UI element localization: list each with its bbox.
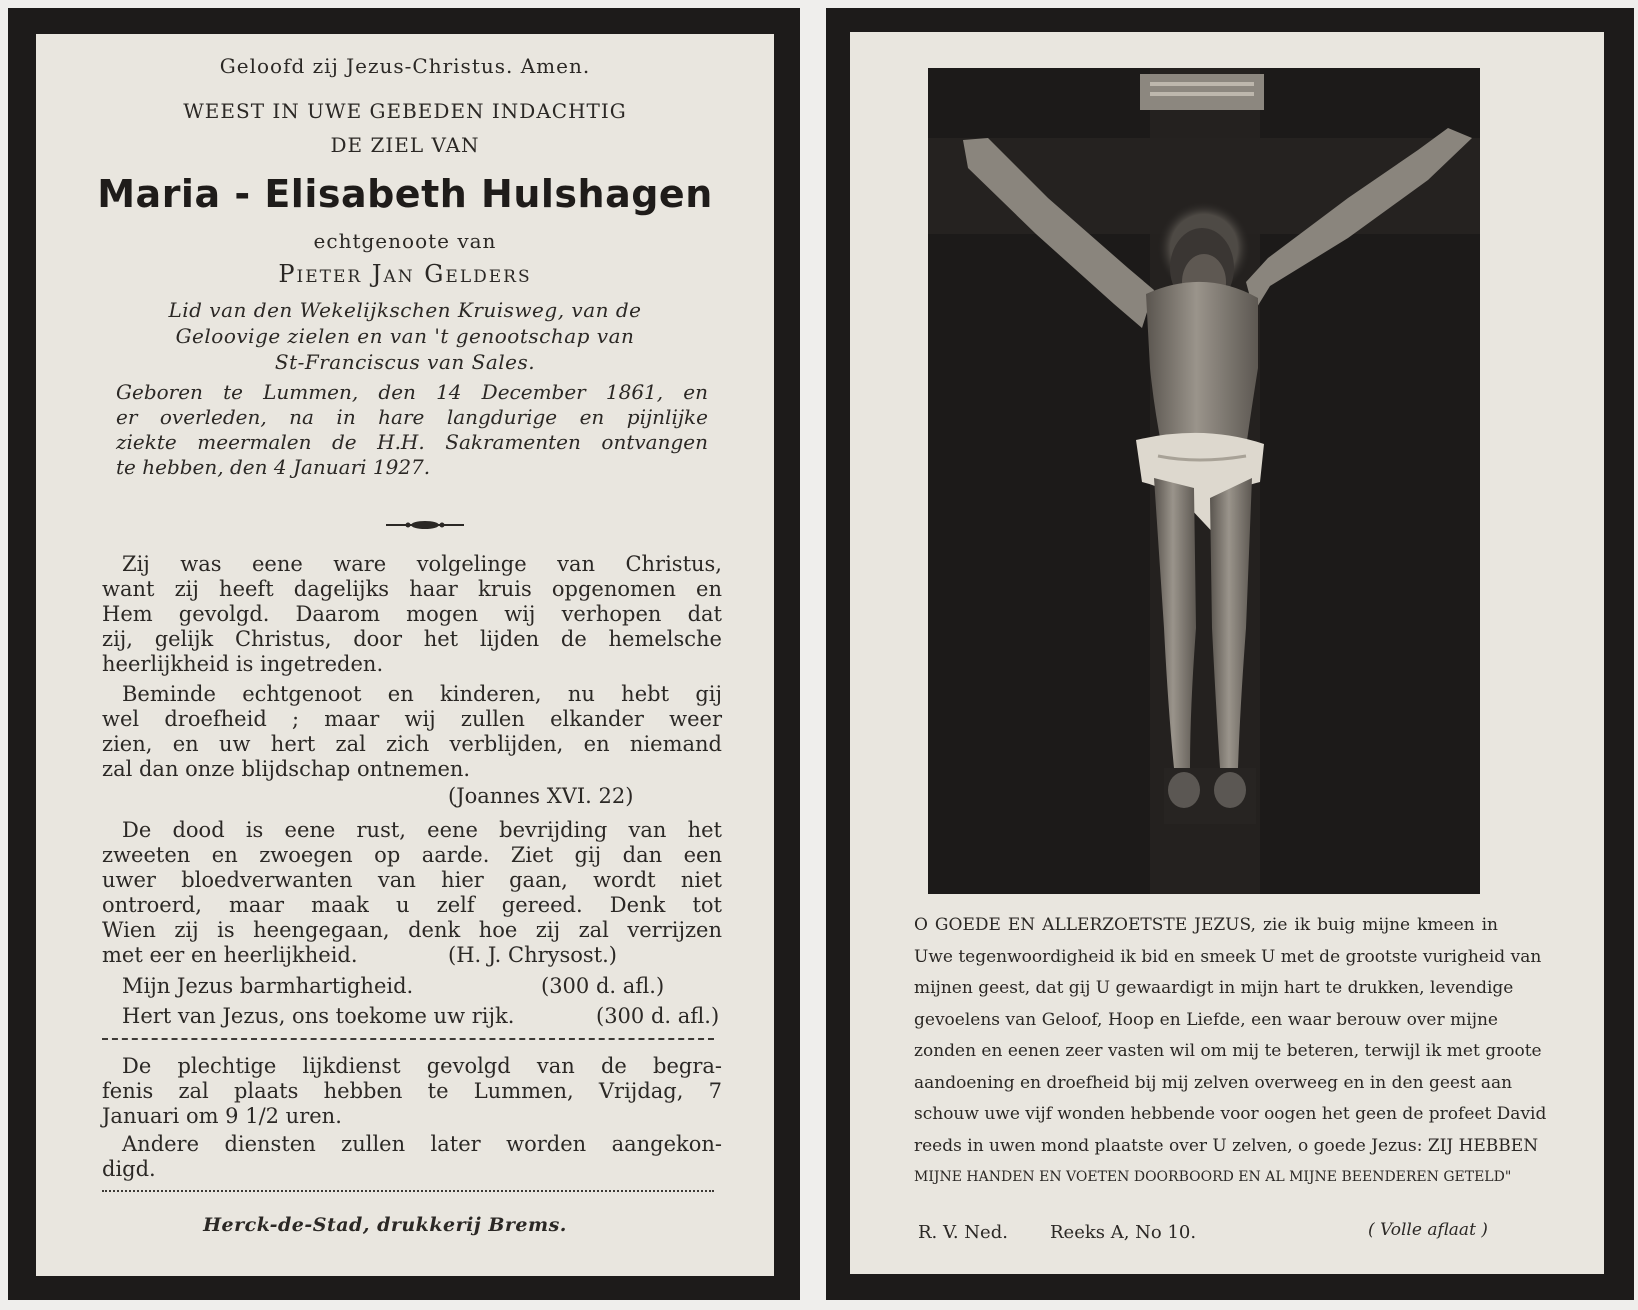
opening-line: Geloofd zij Jezus-Christus. Amen.	[219, 54, 591, 78]
prayer-line: Uwe tegenwoordigheid ik bid en smeek U met de grootste vurigheid van	[914, 946, 1542, 967]
prayer-line: zonden en eenen zeer vasten wil om mij te beteren, terwijl ik met groote	[914, 1041, 1542, 1061]
crucifix-illustration	[928, 68, 1480, 894]
card-paper	[850, 32, 1604, 1274]
short-prayer-2-indulgence: (300 d. afl.)	[596, 1004, 720, 1028]
paragraph-line: De dood is eene rust, eene bevrijding van het	[122, 818, 722, 842]
paragraph-line: Wien zij is heengegaan, denk hoe zij zal verrijzen	[102, 918, 722, 942]
crucifix-image	[928, 68, 1480, 894]
citation-joannes: (Joannes XVI. 22)	[448, 784, 634, 808]
header-line-2: DE ZIEL VAN	[330, 133, 480, 157]
paragraph-line: Zij was eene ware volgelinge van Christus,	[122, 552, 722, 576]
paragraph-line: zien, en uw hert zal zich verblijden, en niemand	[102, 732, 722, 756]
paragraph-line: Andere diensten zullen later worden aangekon-	[122, 1132, 722, 1156]
paragraph-line: zij, gelijk Christus, door het lijden de hemelsche	[102, 627, 722, 651]
paragraph-line: heerlijkheid is ingetreden.	[102, 652, 384, 676]
prayer-line: reeds in uwen mond plaatste over U zelven, o goede Jezus: ZIJ HEBBEN	[914, 1135, 1539, 1156]
prayer-line: gevoelens van Geloof, Hoop en Liefde, een waar berouw over mijne	[914, 1009, 1498, 1030]
memorial-card-text-side	[8, 8, 800, 1300]
printer-imprint: Herck-de-Stad, drukkerij Brems.	[203, 1214, 567, 1236]
paragraph-line: De plechtige lijkdienst gevolgd van de begra-	[122, 1054, 722, 1078]
funeral-notice	[102, 1054, 722, 1129]
paragraph-faith	[102, 552, 722, 677]
paragraph-line: zweeten en zwoegen op aarde. Ziet gij dan een	[102, 843, 722, 867]
life-dates	[116, 380, 708, 480]
citation-chrysostomus: (H. J. Chrysost.)	[448, 943, 617, 967]
spouse-name: Pieter Jan Gelders	[278, 260, 532, 288]
short-prayer-1-indulgence: (300 d. afl.)	[541, 974, 665, 998]
other-services-notice	[102, 1132, 722, 1182]
membership-line: Geloovige zielen en van 't genootschap van	[175, 324, 635, 348]
paragraph-death	[102, 818, 722, 943]
paragraph-line: Hem gevolgd. Daarom mogen wij verhopen dat	[102, 602, 722, 626]
ornament-divider	[386, 520, 464, 530]
life-dates-line: ziekte meermalen de H.H. Sakramenten ontvangen	[116, 430, 708, 454]
life-dates-line: te hebben, den 4 Januari 1927.	[116, 455, 431, 479]
paragraph-line: ontroerd, maar maak u zelf gereed. Denk tot	[102, 893, 722, 917]
paragraph-family	[102, 682, 722, 782]
paragraph-line: wel droefheid ; maar wij zullen elkander weer	[102, 707, 722, 731]
divider	[102, 1038, 714, 1040]
deceased-name: Maria - Elisabeth Hulshagen	[97, 172, 713, 216]
header-line-1: WEEST IN UWE GEBEDEN INDACHTIG	[183, 99, 627, 123]
prayer-line: O GOEDE EN ALLERZOETSTE JEZUS, zie ik buig mijne kmeen in	[914, 915, 1498, 935]
prayer-text	[914, 910, 1547, 1194]
short-prayer-1: Mijn Jezus barmhartigheid.	[122, 974, 414, 998]
prayer-line: schouw uwe vijf wonden hebbende voor oogen het geen de profeet David	[914, 1104, 1547, 1124]
paragraph-line: met eer en heerlijkheid.	[102, 943, 358, 967]
paragraph-line: Beminde echtgenoot en kinderen, nu hebt gij	[122, 682, 722, 706]
indulgence-note: ( Volle aflaat )	[1368, 1220, 1488, 1240]
paragraph-line: uwer bloedverwanten van hier gaan, wordt niet	[102, 868, 722, 892]
series-number: Reeks A, No 10.	[1050, 1222, 1197, 1243]
paragraph-line: fenis zal plaats hebben te Lummen, Vrijdag, 7	[102, 1079, 722, 1103]
spouse-intro: echtgenoote van	[313, 229, 497, 253]
prayer-line: mijnen geest, dat gij U gewaardigt in mijn hart te drukken, levendige	[914, 978, 1514, 998]
membership-line: St-Franciscus van Sales.	[274, 350, 536, 374]
life-dates-line: Geboren te Lummen, den 14 December 1861, en	[116, 380, 708, 404]
prayer-line: MIJNE HANDEN EN VOETEN DOORBOORD EN AL MIJNE BEENDEREN GETELD"	[914, 1169, 1512, 1185]
series-label: R. V. Ned.	[918, 1222, 1008, 1243]
paragraph-line: zal dan onze blijdschap ontnemen.	[102, 757, 471, 781]
paragraph-line: want zij heeft dagelijks haar kruis opgenomen en	[102, 577, 722, 601]
paragraph-line: Januari om 9 1/2 uren.	[102, 1104, 342, 1128]
paragraph-line: digd.	[102, 1157, 156, 1181]
divider	[102, 1190, 714, 1192]
membership-line: Lid van den Wekelijkschen Kruisweg, van de	[168, 298, 642, 322]
prayer-line: aandoening en droefheid bij mij zelven overweeg en in den geest aan	[914, 1072, 1513, 1093]
card-paper	[36, 34, 774, 1276]
short-prayer-2: Hert van Jezus, ons toekome uw rijk.	[122, 1004, 515, 1028]
memorial-card-image-side	[826, 8, 1634, 1300]
life-dates-line: er overleden, na in hare langdurige en pijnlijke	[116, 405, 708, 429]
